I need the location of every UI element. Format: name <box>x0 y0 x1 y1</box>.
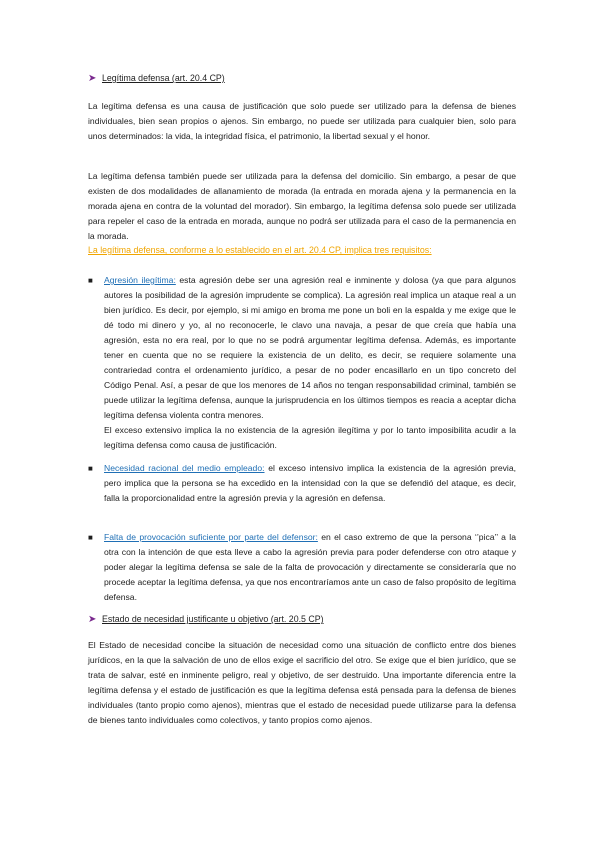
list-item <box>88 461 516 506</box>
section-heading-legitima-defensa: ➤ Legítima defensa (art. 20.4 CP) <box>88 73 225 84</box>
square-bullet-icon: ■ <box>88 276 93 285</box>
list-item-text: esta agresión debe ser una agresión real e inminente y dolosa (ya que para algunos autores la posibilidad de la agresión imprudente se complica). La agresión real implica un ataque real a un bien jurídico. Es decir, por ejemplo, si mi amigo en broma me pone un boli en la espalda y me exige que le dé todo mi dinero y yo, al no reconocerle, le clavo una navaja, a pesar de que creía que había una agresión, esta no era real, por lo que no se podrá argumentar legítima defensa. Además, es importante tener en cuenta que no se requiere la existencia de un delito, es decir, se requiere solamente una contrariedad contra el ordenamiento jurídico, a pesar de no poder encasillarlo en un tipo concreto del Código Penal. Así, a pesar de que los menores de 14 años no tengan responsabilidad criminal, también se puede utilizar la legítima defensa, aunque la jurisprudencia en los últimos tiempos es reacia a aceptar dicha legítima defensa violenta contra menores. <box>104 275 516 420</box>
paragraph: La legítima defensa es una causa de justificación que solo puede ser utilizado para la defensa de bienes individuales, bien sean propios o ajenos. Sin embargo, no puede ser utilizada para cualquier bien, solo para unos determinados: la vida, la integridad física, el patrimonio, la libertad sexual y el honor. <box>88 101 516 141</box>
list-item-text: el exceso intensivo implica la existencia de la agresión previa, pero implica que la persona se ha excedido en la intensidad con la que se defendió del ataque, es decir, falla la proporcionalidad entre la agresión previa y la agresión en defensa. <box>104 463 516 503</box>
list-item <box>88 273 516 453</box>
list-item-body <box>104 273 516 453</box>
list-item-term: Falta de provocación suficiente por parte del defensor: <box>104 532 318 542</box>
list-item <box>88 530 516 605</box>
list-item-term: Agresión ilegítima: <box>104 275 176 285</box>
list-item-body <box>104 530 516 605</box>
section-heading-estado-necesidad: ➤ Estado de necesidad justificante u objetivo (art. 20.5 CP) <box>88 614 324 625</box>
arrow-right-icon: ➤ <box>88 73 97 84</box>
arrow-right-icon: ➤ <box>88 614 97 625</box>
list-item-body <box>104 461 516 506</box>
list-item-term: Necesidad racional del medio empleado: <box>104 463 265 473</box>
paragraph: El Estado de necesidad concibe la situación de necesidad como una situación de conflicto entre dos bienes jurídicos, en la que la salvación de uno de ellos exige el sacrificio del otro. Se exige que el bien jurídico, que se trata de salvar, esté en inminente peligro, real y objetivo, de ser destruido. Una importante diferencia entre la legítima defensa y el estado de justificación es que la legítima defensa está pensada para la defensa de bienes individuales (tanto propio como ajenos), mientras que el estado de necesidad puede utilizarse para la defensa de bienes tanto individuales como colectivos, y tanto propios como ajenos. <box>88 640 516 725</box>
paragraph: La legítima defensa también puede ser utilizada para la defensa del domicilio. Sin embargo, a pesar de que existen de dos modalidades de allanamiento de morada (la entrada en morada ajena y la permanencia en la morada ajena en contra de la voluntad del morador). Sin embargo, la legítima defensa solo puede ser utilizada para repeler el caso de la entrada en morada, aunque no podrá ser utilizada para el caso de la permanencia en la morada. <box>88 171 516 241</box>
highlighted-requirements-line: La legítima defensa, conforme a lo establecido en el art. 20.4 CP, implica tres requisitos: <box>88 245 432 255</box>
square-bullet-icon: ■ <box>88 533 93 542</box>
list-item-text: en el caso extremo de que la persona ‘’pica’’ a la otra con la intención de que esta lleve a cabo la agresión previa para poder defenderse con otro ataque y poder alegar la legítima defensa se sale de la falta de provocación y directamente se consideraría que no procede aceptar la legítima defensa, ya que nos encontraríamos ante un caso de falso propósito de legítima defensa. <box>104 532 516 602</box>
list-item-extra: El exceso extensivo implica la no existencia de la agresión ilegítima y por lo tanto imposibilita acudir a la legítima defensa como causa de justificación. <box>104 425 516 450</box>
square-bullet-icon: ■ <box>88 464 93 473</box>
